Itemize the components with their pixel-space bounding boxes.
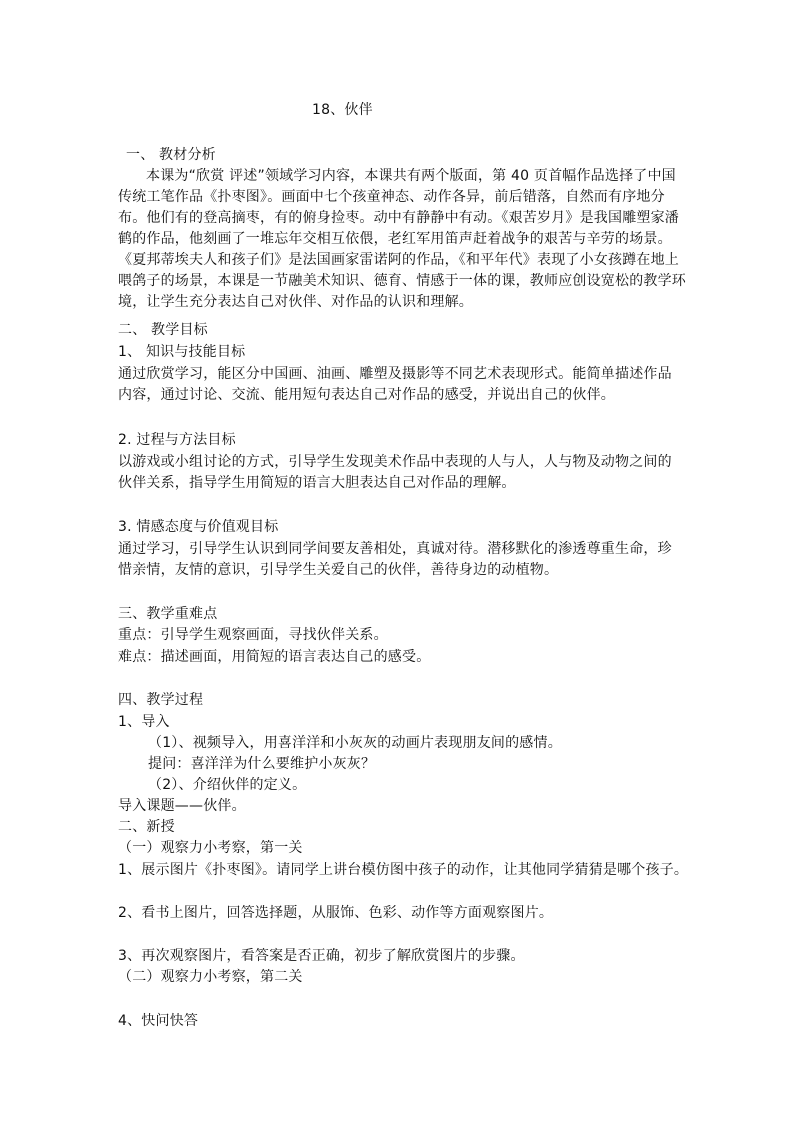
step-1: 1、展示图片《扑枣图》。请同学上讲台模仿图中孩子的动作，让其他同学猜猜是哪个孩子。	[118, 862, 689, 878]
step-4: 4、快问快答	[118, 1013, 199, 1029]
section-heading-process: 四、教学过程	[118, 692, 204, 708]
goal-1-text: 通过欣赏学习，能区分中国画、油画、雕塑及摄影等不同艺术表现形式。能简单描述作品内容，通过讨论、交流、能用短句表达自己对作品的感受，并说出自己的伙伴。	[118, 366, 672, 403]
page-title: 18、伙伴	[312, 102, 373, 118]
intro-item-1: （1）、视频导入，用喜洋洋和小灰灰的动画片表现朋友间的感情。	[148, 735, 562, 751]
difficult-point: 难点：描述画面，用简短的语言表达自己的感受。	[118, 649, 431, 665]
level-2-heading: （二）观察力小考察，第二关	[118, 969, 303, 985]
new-lesson-heading: 二、新授	[118, 819, 175, 835]
section-heading-goals: 二、 教学目标	[118, 322, 208, 338]
goal-2-title: 2. 过程与方法目标	[118, 432, 236, 448]
intro-item-2: （2）、介绍伙伴的定义。	[148, 777, 307, 793]
analysis-paragraph: 本课为“欣赏 评述”领域学习内容，本课共有两个版面，第 40 页首幅作品选择了中国传统工笔作品《扑枣图》。画面中七个孩童神态、动作各异，前后错落，自然而有序地分布。他们有的登高摘枣，有的俯身捡枣。动中有静静中有动。《艰苦岁月》是我国雕塑家潘鹤的作品，他刻画了一堆忘年交相互依偎，老红军用笛声赶着战争的艰苦与辛劳的场景。《夏邦蒂埃夫人和孩子们》是法国画家雷诺阿的作品，《和平年代》表现了小女孩蹲在地上喂鸽子的场景，本课是一节融美术知识、德育、情感于一体的课，教师应创设宽松的教学环境，让学生充分表达自己对伙伴、对作品的认识和理解。	[118, 168, 686, 310]
intro-topic: 导入课题——伙伴。	[118, 798, 246, 814]
section-heading-key-points: 三、教学重难点	[118, 606, 218, 622]
step-2: 2、看书上图片，回答选择题，从服饰、色彩、动作等方面观察图片。	[118, 905, 554, 921]
key-point: 重点：引导学生观察画面，寻找伙伴关系。	[118, 627, 388, 643]
section-heading-analysis: 一、 教材分析	[126, 147, 216, 163]
step-3: 3、再次观察图片，看答案是否正确，初步了解欣赏图片的步骤。	[118, 948, 525, 964]
intro-heading: 1、导入	[118, 714, 170, 730]
intro-question: 提问：喜洋洋为什么要维护小灰灰？	[148, 756, 376, 772]
goal-3-title: 3. 情感态度与价值观目标	[118, 519, 279, 535]
level-1-heading: （一）观察力小考察，第一关	[118, 840, 303, 856]
goal-1-title: 1、 知识与技能目标	[118, 344, 246, 360]
goal-3-text: 通过学习，引导学生认识到同学间要友善相处，真诚对待。潜移默化的渗透尊重生命，珍惜亲情，友情的意识，引导学生关爱自己的伙伴，善待身边的动植物。	[118, 541, 672, 578]
goal-2-text: 以游戏或小组讨论的方式，引导学生发现美术作品中表现的人与人，人与物及动物之间的伙伴关系，指导学生用简短的语言大胆表达自己对作品的理解。	[118, 454, 672, 491]
